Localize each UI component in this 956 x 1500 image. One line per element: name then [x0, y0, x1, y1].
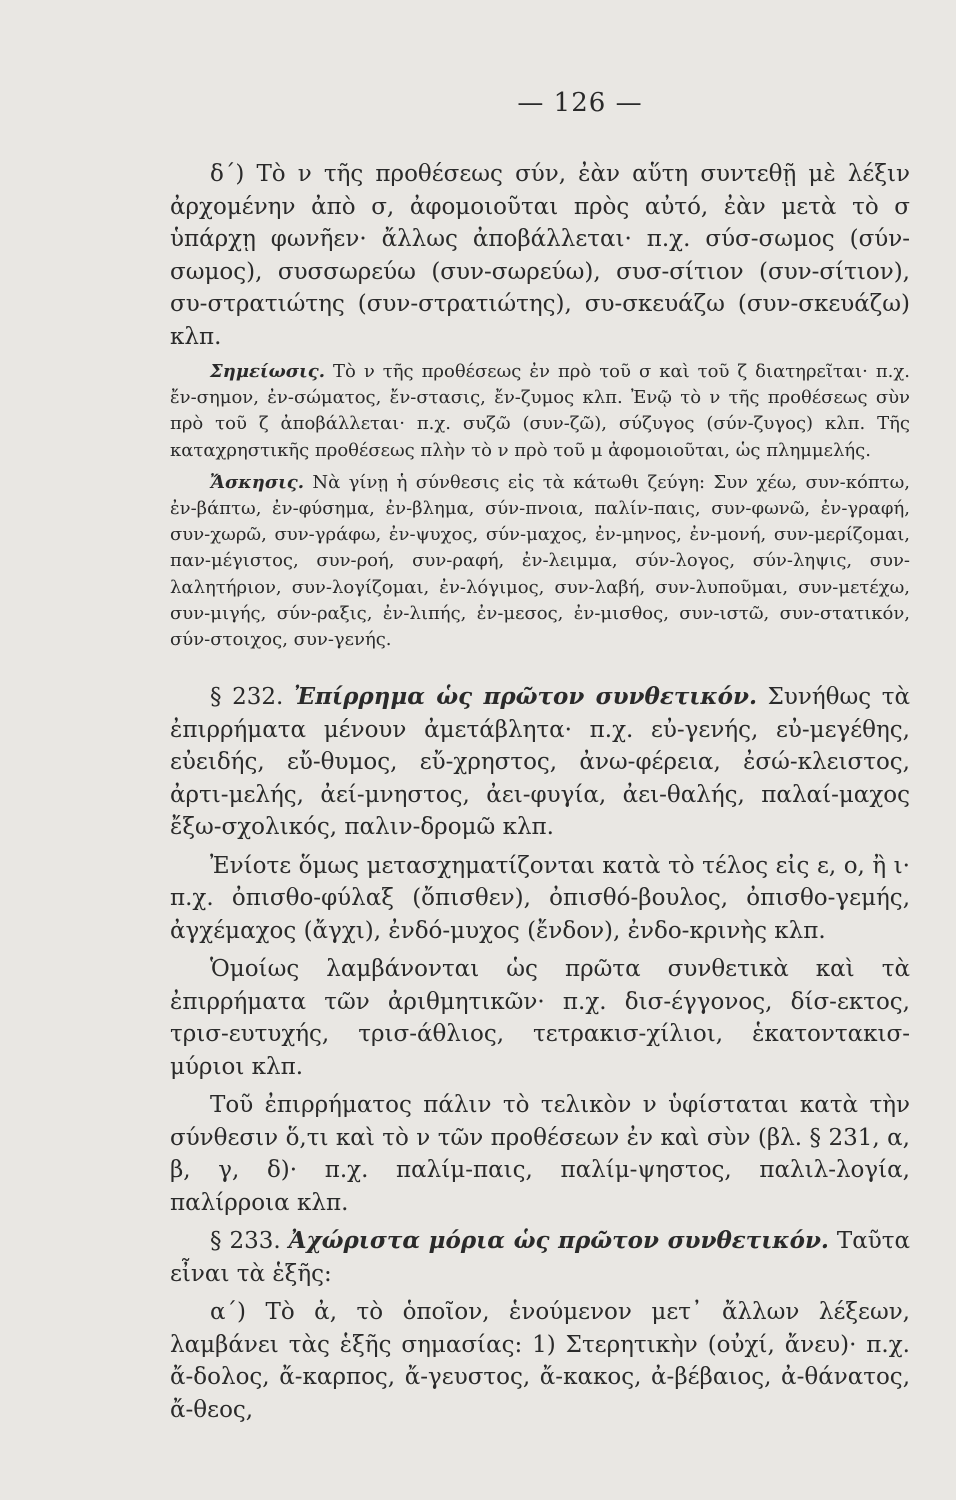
note-label: Σημείωσις.	[210, 361, 325, 382]
section-232	[170, 681, 910, 844]
section-232-paragraph-4: Τοῦ ἐπιρρήματος πάλιν τὸ τελικὸν ν ὑφίσταται κατὰ τὴν σύνθεσιν ὅ,τι καὶ τὸ ν τῶν προθέσεων ἐν καὶ σὺν (βλ. § 231, α, β, γ, δ)· π.χ. παλίμ-παις, παλίμ-ψηστος, παλιλ-λογία, παλίρροια κλπ.	[170, 1092, 910, 1216]
exercise-label: Ἄσκησις.	[210, 471, 305, 493]
section-232-paragraph-3: Ὁμοίως λαμβάνονται ὡς πρῶτα συνθετικὰ καὶ τὰ ἐπιρρήματα τῶν ἀριθμητικῶν· π.χ. δισ-έγγονος, δίσ-εκτος, τρισ-ευτυχής, τρισ-άθλιος, τετρακισ-χίλιοι, ἑκατοντακισ-μύριοι κλπ.	[170, 956, 910, 1080]
section-232-paragraph-2: Ἐνίοτε ὅμως μετασχηματίζονται κατὰ τὸ τέλος εἰς ε, ο, ἢ ι· π.χ. ὀπισθο-φύλαξ (ὄπισθεν), ὀπισθό-βουλος, ὀπισθο-γεμής, ἀγχέμαχος (ἄγχι), ἐνδό-μυχος (ἔνδον), ἐνδο-κρινὴς κλπ.	[170, 852, 910, 944]
exercise-text: Νὰ γίνῃ ἡ σύνθεσις εἰς τὰ κάτωθι ζεύγη: Συν χέω, συν-κόπτω, ἐν-βάπτω, ἐν-φύσημα, ἐν-βλημα, σύν-πνοια, παλίν-παις, συν-φωνῶ, ἐν-γραφή, συν-χωρῶ, συν-γράφω, ἐν-ψυχος, σύν-μαχος, ἐν-μηνος, ἐν-μονή, συν-μερίζομαι, παν-μέγιστος, συν-ροή, συν-ραφή, ἐν-λειμμα, σύν-λογος, σύν-ληψις, συν-λαλητήριον, συν-λογίζομαι, ἐν-λόγιμος, συν-λαβή, συν-λυποῦμαι, συν-μετέχω, συν-μιγής, σύν-ραξις, ἐν-λιπής, ἐν-μεσος, ἐν-μισθος, συν-ιστῶ, συν-στατικόν, σύν-στοιχος, συν-γενής.	[170, 471, 910, 651]
section-233-title: Ἀχώριστα μόρια ὡς πρῶτον συνθετικόν.	[288, 1227, 829, 1255]
section-233-text: Ταῦτα εἶναι τὰ ἑξῆς:	[170, 1228, 911, 1287]
section-232-number: § 232.	[210, 684, 284, 711]
section-233	[170, 1225, 910, 1290]
section-233-paragraph-2: α΄) Τὸ ἀ, τὸ ὁποῖον, ἑνούμενον μετ᾽ ἄλλων λέξεων, λαμβάνει τὰς ἑξῆς σημασίας: 1) Στερητικὴν (οὐχί, ἄνευ)· π.χ. ἄ-δολος, ἄ-καρπος, ἄ-γευστος, ἄ-κακος, ἀ-βέβαιος, ἀ-θάνατος, ἄ-θεος,	[170, 1299, 910, 1423]
section-232-text: Συνήθως τὰ ἐπιρρήματα μένουν ἀμετάβλητα· π.χ. εὐ-γενής, εὐ-μεγέθης, εὐειδής, εὔ-θυμος, εὔ-χρηστος, ἀνω-φέρεια, ἐσώ-κλειστος, ἀρτι-μελής, ἀεί-μνηστος, ἀει-φυγία, ἀει-θαλής, παλαί-μαχος ἔξω-σχολικός, παλιν-δρομῶ κλπ.	[170, 684, 911, 841]
section-233-number: § 233.	[210, 1228, 281, 1255]
section-232-title: Ἐπίρρημα ὡς πρῶτον συνθετικόν.	[294, 683, 757, 711]
paragraph-delta: δ΄) Τὸ ν τῆς προθέσεως σύν, ἐὰν αὕτη συντεθῇ μὲ λέξιν ἀρχομένην ἀπὸ σ, ἀφομοιοῦται πρὸς αὐτό, ἐὰν μετὰ τὸ σ ὑπάρχῃ φωνῆεν· ἄλλως ἀποβάλλεται· π.χ. σύσ-σωμος (σύν-σωμος), συσσωρεύω (συν-σωρεύω), συσ-σίτιον (συν-σίτιον), συ-στρατιώτης (συν-στρατιώτης), συ-σκευάζω (συν-σκευάζω) κλπ.	[170, 161, 910, 350]
page-number: — 126 —	[517, 88, 643, 118]
exercise-paragraph	[170, 470, 910, 653]
note-paragraph	[170, 359, 910, 464]
note-text: Τὸ ν τῆς προθέσεως ἐν πρὸ τοῦ σ καὶ τοῦ ζ διατηρεῖται· π.χ. ἔν-σημον, ἐν-σώματος, ἔν-στασις, ἔν-ζυμος κλπ. Ἐνῷ τὸ ν τῆς προθέσεως σὺν πρὸ τοῦ ζ ἀποβάλλεται· π.χ. συζῶ (συν-ζῶ), σύζυγος (σύν-ζυγος) κλπ. Τῆς καταχρηστικῆς προθέσεως πλὴν τὸ ν πρὸ τοῦ μ ἀφομοιοῦται, ὡς πλημμελής.	[170, 361, 910, 461]
